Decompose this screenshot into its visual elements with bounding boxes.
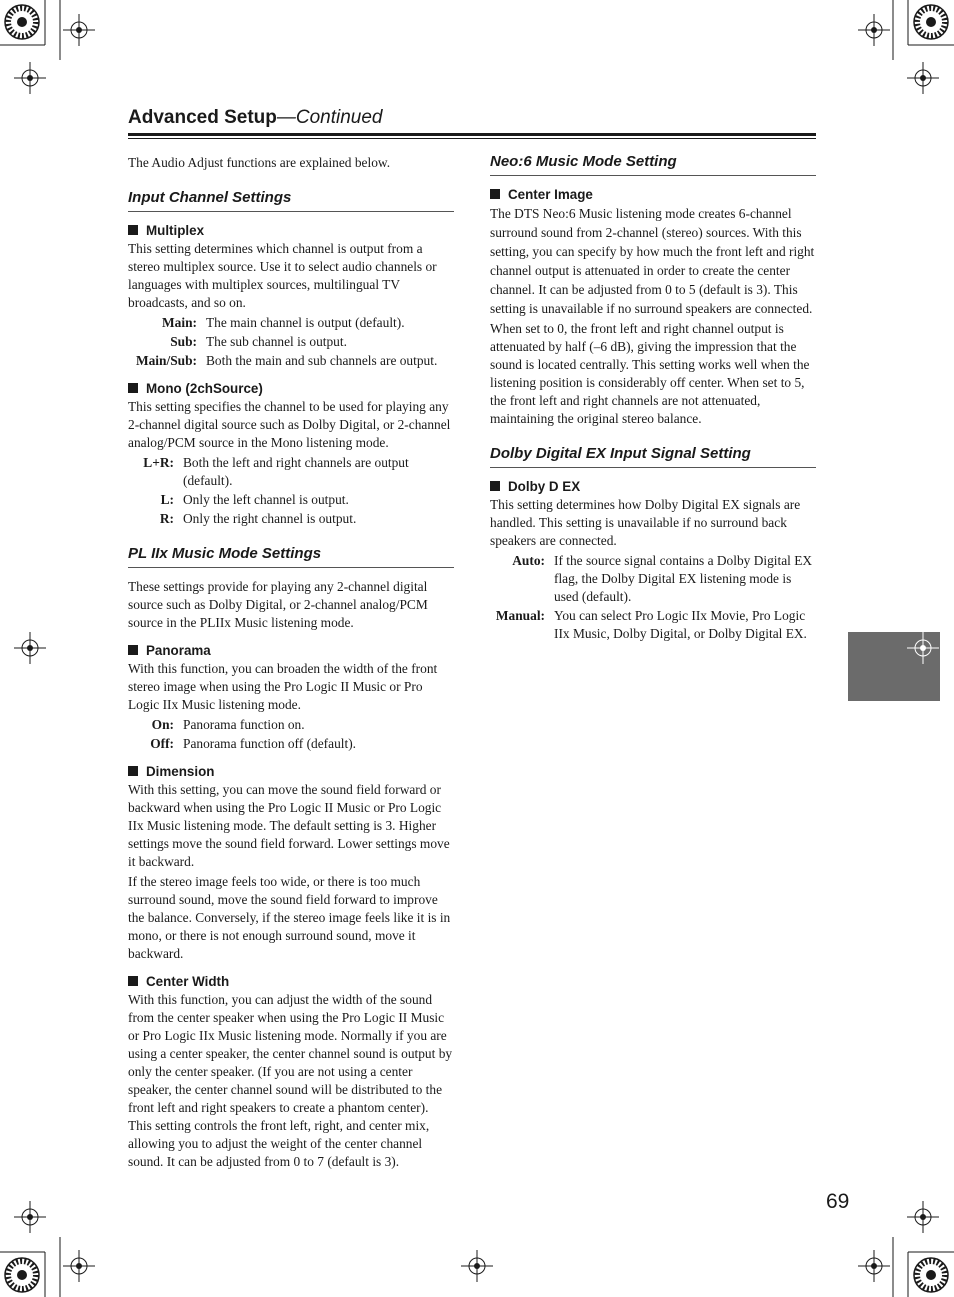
option-row <box>128 352 454 370</box>
page-header <box>128 107 816 129</box>
option-term: On: <box>151 717 174 732</box>
option-term: L+R: <box>143 455 174 470</box>
center-image-body-1: The DTS Neo:6 Music listening mode creates 6-channel surround sound from 2-channel (stereo) sources. With this setting, you can specify by how much the front left and right channel output is attenuated in order to create the center channel. It can be adjusted from 0 to 5 (default is 3). This setting is unavailable if no surround speakers are connected. <box>490 206 815 316</box>
header-continued: —Continued <box>276 107 383 128</box>
section-heading-neo6: Neo:6 Music Mode Setting <box>490 153 816 176</box>
option-desc: You can select Pro Logic IIx Movie, Pro Logic IIx Music, Dolby Digital, or Dolby Digital EX. <box>554 608 807 641</box>
option-row <box>128 314 454 332</box>
square-bullet-icon <box>128 766 138 776</box>
subheading-mono: Mono (2chSource) <box>128 380 454 398</box>
dimension-body-2: If the stereo image feels too wide, or there is too much surround sound, move the sound field forward to improve the balance. Conversely, if the stereo image feels like it is in mono, or there is not enough surround sound, move it backward. <box>128 874 451 961</box>
panorama-options <box>128 716 454 753</box>
option-desc: Both the left and right channels are output (default). <box>183 455 409 488</box>
square-bullet-icon <box>490 189 500 199</box>
option-desc: Only the left channel is output. <box>183 492 349 507</box>
mono-options <box>128 454 454 528</box>
option-term: Off: <box>150 736 174 751</box>
option-row <box>128 510 454 528</box>
right-column <box>490 150 816 644</box>
center-image-body-2: When set to 0, the front left and right channel output is attenuated by half (–6 dB), giving the impression that the sound is located centrally. This setting works well when the listening position is considerably off center. When set to 5, the front left and right channels are not attenuated, maintaining the original stereo balance. <box>490 321 810 426</box>
subheading-multiplex: Multiplex <box>128 222 454 240</box>
tab-registration-icon <box>903 628 943 668</box>
option-desc: The sub channel is output. <box>206 334 347 349</box>
center-width-body: With this function, you can adjust the width of the sound from the center speaker when using the Pro Logic II Music or Pro Logic IIx Music listening mode. Normally if you are using a center speaker, the center channel sound is output by only the center speaker. (If you are not using a center speaker, the center channel sound will be distributed to the front left and right speakers to create a phantom center). This setting controls the front left, right, and center mix, allowing you to adjust the weight of the center channel sound. It can be adjusted from 0 to 7 (default is 3). <box>128 992 453 1169</box>
option-row <box>128 333 454 351</box>
left-column <box>128 150 454 1171</box>
option-desc: Only the right channel is output. <box>183 511 357 526</box>
option-row <box>490 607 816 643</box>
option-desc: The main channel is output (default). <box>206 315 405 330</box>
dolby-d-ex-body: This setting determines how Dolby Digital EX signals are handled. This setting is unavailable if no surround back speakers are connected. <box>490 497 801 548</box>
square-bullet-icon <box>128 225 138 235</box>
option-desc: Panorama function off (default). <box>183 736 357 751</box>
option-term: Auto: <box>512 553 545 568</box>
multiplex-options <box>128 314 454 370</box>
option-term: R: <box>159 511 174 526</box>
panorama-body: With this function, you can broaden the width of the front stereo image when using the Pro Logic II Music or Pro Logic IIx Music listening mode. <box>128 661 438 712</box>
option-term: L: <box>160 492 174 507</box>
multiplex-body: This setting determines which channel is output from a stereo multiplex source. Use it to select audio channels or languages with multiplex sources, multilingual TV broadcasts, and so on. <box>128 241 437 310</box>
intro-text: The Audio Adjust functions are explained below. <box>128 155 391 170</box>
option-desc: Panorama function on. <box>183 717 305 732</box>
header-rule-thick <box>128 133 816 136</box>
section-heading-input-channel: Input Channel Settings <box>128 189 454 212</box>
option-row <box>490 552 816 606</box>
header-title: Advanced Setup <box>128 107 277 128</box>
square-bullet-icon <box>490 481 500 491</box>
page-number: 69 <box>826 1190 850 1213</box>
option-desc: If the source signal contains a Dolby Digital EX flag, the Dolby Digital EX listening mode is used (default). <box>554 553 813 604</box>
option-term: Manual: <box>495 608 545 623</box>
subheading-center-image: Center Image <box>490 186 816 204</box>
option-row <box>128 716 454 734</box>
header-rule-thin <box>128 138 816 139</box>
pl2x-intro: These settings provide for playing any 2-channel digital source such as Dolby Digital, or 2-channel analog/PCM source in the PLIIx Music listening mode. <box>128 579 428 630</box>
option-row <box>128 491 454 509</box>
option-term: Main: <box>162 315 197 330</box>
dimension-body-1: With this setting, you can move the sound field forward or backward when using the Pro Logic II Music or Pro Logic IIx Music listening mode. The default setting is 3. Higher settings move the sound field forward. Lower settings move it backward. <box>128 782 450 869</box>
mono-body: This setting specifies the channel to be used for playing any 2-channel digital source such as Dolby Digital, or 2-channel analog/PCM source in the Mono listening mode. <box>128 399 451 450</box>
subheading-center-width: Center Width <box>128 973 454 991</box>
subheading-dolby-d-ex: Dolby D EX <box>490 478 816 496</box>
option-term: Main/Sub: <box>135 353 197 368</box>
option-desc: Both the main and sub channels are output. <box>206 353 438 368</box>
square-bullet-icon <box>128 976 138 986</box>
section-heading-pl2x: PL IIx Music Mode Settings <box>128 545 454 568</box>
square-bullet-icon <box>128 645 138 655</box>
option-term: Sub: <box>170 334 197 349</box>
dolby-d-ex-options <box>490 552 816 643</box>
subheading-panorama: Panorama <box>128 642 454 660</box>
square-bullet-icon <box>128 383 138 393</box>
option-row <box>128 454 454 490</box>
option-row <box>128 735 454 753</box>
subheading-dimension: Dimension <box>128 763 454 781</box>
section-heading-dolby-ex: Dolby Digital EX Input Signal Setting <box>490 445 816 468</box>
